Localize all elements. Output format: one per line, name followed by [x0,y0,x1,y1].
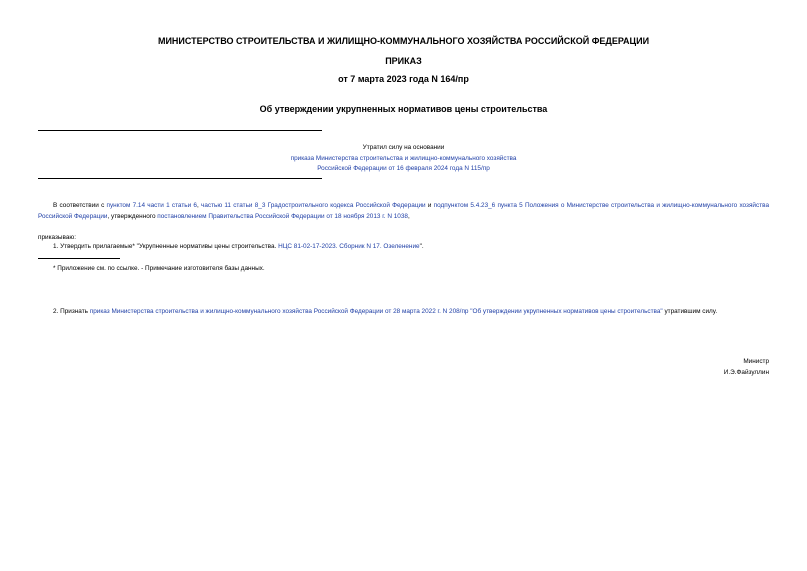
law-link-7-14[interactable]: пунктом 7.14 части 1 статьи 6 [106,202,197,209]
item-2 [38,307,769,318]
repeal-order-link-line1[interactable]: приказа Министерства строительства и жилищно-коммунального хозяйства [290,154,517,162]
repeal-order-link-line2[interactable]: Российской Федерации от 16 февраля 2024 года N 115/пр [317,165,490,172]
bottom-divider [38,178,322,179]
signature-name: И.Э.Файзуллин [723,368,769,376]
top-divider [38,130,322,131]
item-2-text: 2. Признать [53,308,90,315]
item-1 [53,242,769,253]
footnote: * Приложение см. по ссылке. - Примечание изготовителя базы данных. [53,265,265,272]
ncs-collection-link[interactable]: НЦС 81-02-17-2023. Сборник N 17. Озеленение [278,243,420,250]
regulation-link[interactable]: подпунктом 5.4.23_6 пункта 5 Положения о Министерстве строительства и жилищно-коммунального хозяйства Российской Федерации [38,202,770,220]
signature-block [724,357,769,378]
status-note [0,143,807,175]
preamble-text: и [425,202,434,209]
document-date-number: от 7 марта 2023 года N 164/пр [338,74,469,84]
preamble-text: В соответствии с [53,202,107,209]
ministry-heading: МИНИСТЕРСТВО СТРОИТЕЛЬСТВА И ЖИЛИЩНО-КОММУНАЛЬНОГО ХОЗЯЙСТВА РОССИЙСКОЙ ФЕДЕРАЦИИ [157,36,650,46]
item-1-text: 1. Утвердить прилагаемые* "Укрупненные нормативы цены строительства. [53,243,279,250]
preamble-text: , [407,212,410,220]
preamble-text: , [196,202,201,209]
order-word: приказываю: [38,234,76,241]
document-title: Об утверждении укрупненных нормативов цены строительства [259,104,548,114]
item-2-tail: утратившим силу. [662,308,718,315]
status-note-text: Утратил силу на основании [362,144,445,151]
preamble-text: , утвержденного [107,212,158,220]
signature-position: Министр [743,358,769,365]
repealed-order-link[interactable]: приказ Министерства строительства и жилищно-коммунального хозяйства Российской Федерации от 28 марта 2022 г. N 208/пр "Об утверждении укрупненных нормативов цены строительства" [89,308,663,315]
government-decree-link[interactable]: постановлением Правительства Российской Федерации от 18 ноября 2013 г. N 1038 [157,212,408,220]
footnote-divider [38,258,120,259]
law-link-8-3[interactable]: частью 11 статьи 8_3 Градостроительного кодекса Российской Федерации [200,202,426,209]
preamble-paragraph [38,201,769,222]
item-1-tail: ". [419,243,424,250]
document-type: ПРИКАЗ [385,56,422,66]
